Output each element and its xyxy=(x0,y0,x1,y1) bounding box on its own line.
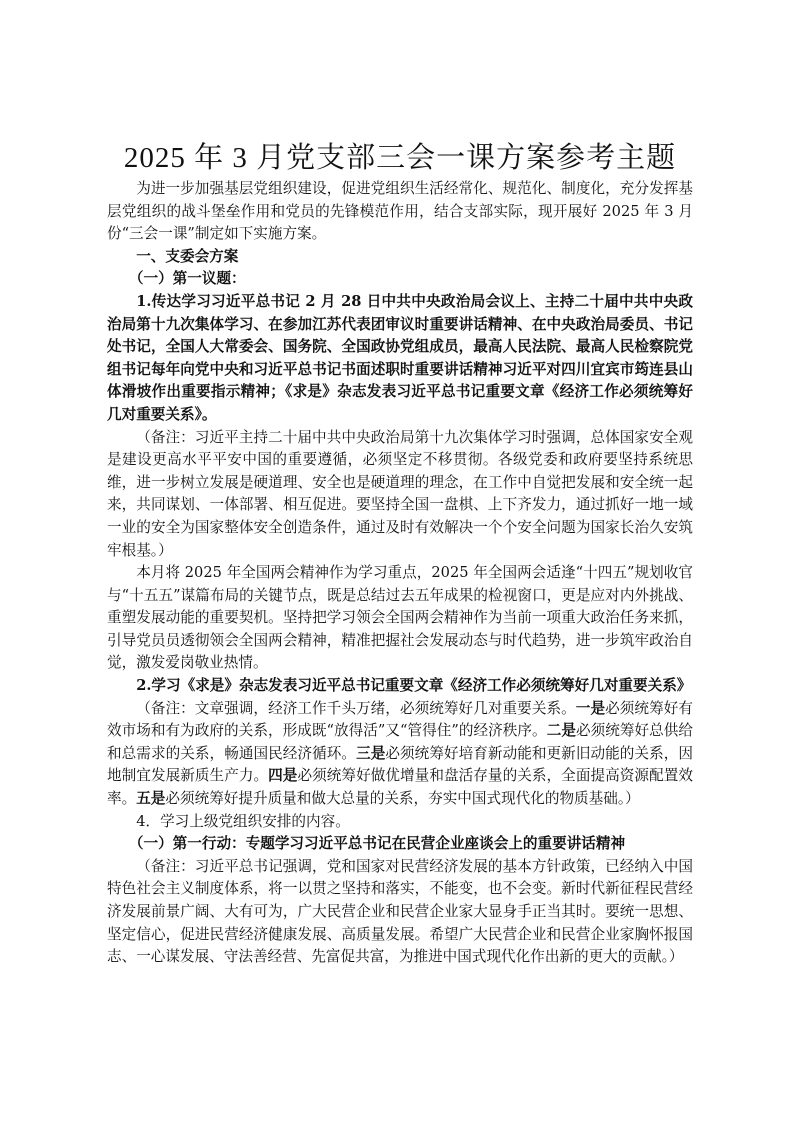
lianghui-paragraph: 本月将 2025 年全国两会精神作为学习重点，2025 年全国两会适逢“十四五”规划收官与“十五五”谋篇布局的关键节点，既是总结过去五年成果的检视窗口，更是应对内外挑战、重塑发展动能的重要契机。坚持把学习领会全国两会精神作为当前一项重大政治任务来抓，引导党员员透彻领会全国两会精神，精准把握社会发展动态与时代趋势，进一步筑牢政治自觉，激发爱岗敬业热情。 xyxy=(107,564,693,672)
note-2 xyxy=(107,698,693,811)
item-4: 4．学习上级党组织安排的内容。 xyxy=(136,812,350,830)
note-3: （备注：习近平总书记强调，党和国家对民营经济发展的基本方针政策，已经纳入中国特色社会主义制度体系，将一以贯之坚持和落实，不能变，也不会变。新时代新征程民营经济发展前景广阔、大有可为，广大民营企业和民营企业家大显身手正当其时。要统一思想、坚定信心，促进民营经济健康发展、高质量发展。希望广大民营企业和民营企业家胸怀报国志、一心谋发展、守法善经营、先富促共富，为推进中国式现代化作出新的更大的贡献。） xyxy=(107,857,693,966)
item-2: 2.学习《求是》杂志发表习近平总书记重要文章《经济工作必须统筹好几对重要关系》 xyxy=(136,677,692,695)
note-2-keyword-5: 五是 xyxy=(136,790,166,808)
note-2-text: 必须统筹好培育新动能和更新旧动能的关系，因地制宜发展新质生产力。 xyxy=(107,744,693,785)
action-heading-first: （一）第一行动：专题学习习近平总书记在民营企业座谈会上的重要讲话精神 xyxy=(128,835,626,853)
note-1: （备注：习近平主持二十届中共中央政治局第十九次集体学习时强调，总体国家安全观是建设更高水平平安中国的重要遵循，必须坚定不移贯彻。各级党委和政府要坚持系统思维，进一步树立发展是硬道理、安全也是硬道理的理念，在工作中自觉把发展和安全统一起来，共同谋划、一体部署、相互促进。要坚持全国一盘棋、上下齐发力，通过抓好一地一域一业的安全为国家整体安全创造条件，通过及时有效解决一个个安全问题为国家长治久安筑牢根基。） xyxy=(107,428,693,559)
section-heading-committee: 一、支委会方案 xyxy=(136,247,239,265)
note-2-text: 必须统筹好做优增量和盘活存量的关系，全面提高资源配置效率。 xyxy=(107,767,693,808)
item-1: 1.传达学习习近平总书记 2 月 28 日中共中央政治局会议上、主持二十届中共中央政治局第十九次集体学习、在参加江苏代表团审议时重要讲话精神、在中央政治局委员、书记处书记，全国人大常委会、国务院、全国政协党组成员，最高人民法院、最高人民检察院党组书记每年向党中央和习近平总书记书面述职时重要讲话精神习近平对四川宜宾市筠连县山体滑坡作出重要指示精神；《求是》杂志发表习近平总书记重要文章《经济工作必须统筹好几对重要关系》。 xyxy=(107,292,693,423)
document-title: 2025 年 3 月党支部三会一课方案参考主题 xyxy=(123,142,677,174)
topic-heading-first: （一）第一议题： xyxy=(128,270,246,288)
note-2-text: 必须统筹好提升质量和做大总量的关系，夯实中国式现代化的物质基础。） xyxy=(165,790,640,808)
note-2-keyword-2: 二是 xyxy=(546,722,576,740)
intro-paragraph: 为进一步加强基层党组织建设，促进党组织生活经常化、规范化、制度化，充分发挥基层党组织的战斗堡垒作用和党员的先锋模范作用，结合支部实际，现开展好 2025 年 3 月份“三会一课”制定如下实施方案。 xyxy=(107,180,693,243)
note-2-text: （备注：文章强调，经济工作千头万绪，必须统筹好几对重要关系。 xyxy=(136,699,576,717)
note-2-keyword-1: 一是 xyxy=(575,699,606,717)
document-page xyxy=(107,138,693,969)
note-2-text: 必须统筹好有效市场和有为政府的关系，形成既“放得活”又“管得住”的经济秩序。 xyxy=(107,699,693,740)
note-2-text: 必须统筹好总供给和总需求的关系，畅通国民经济循环。 xyxy=(107,722,693,762)
note-2-keyword-3: 三是 xyxy=(356,744,386,762)
note-2-keyword-4: 四是 xyxy=(268,767,298,785)
